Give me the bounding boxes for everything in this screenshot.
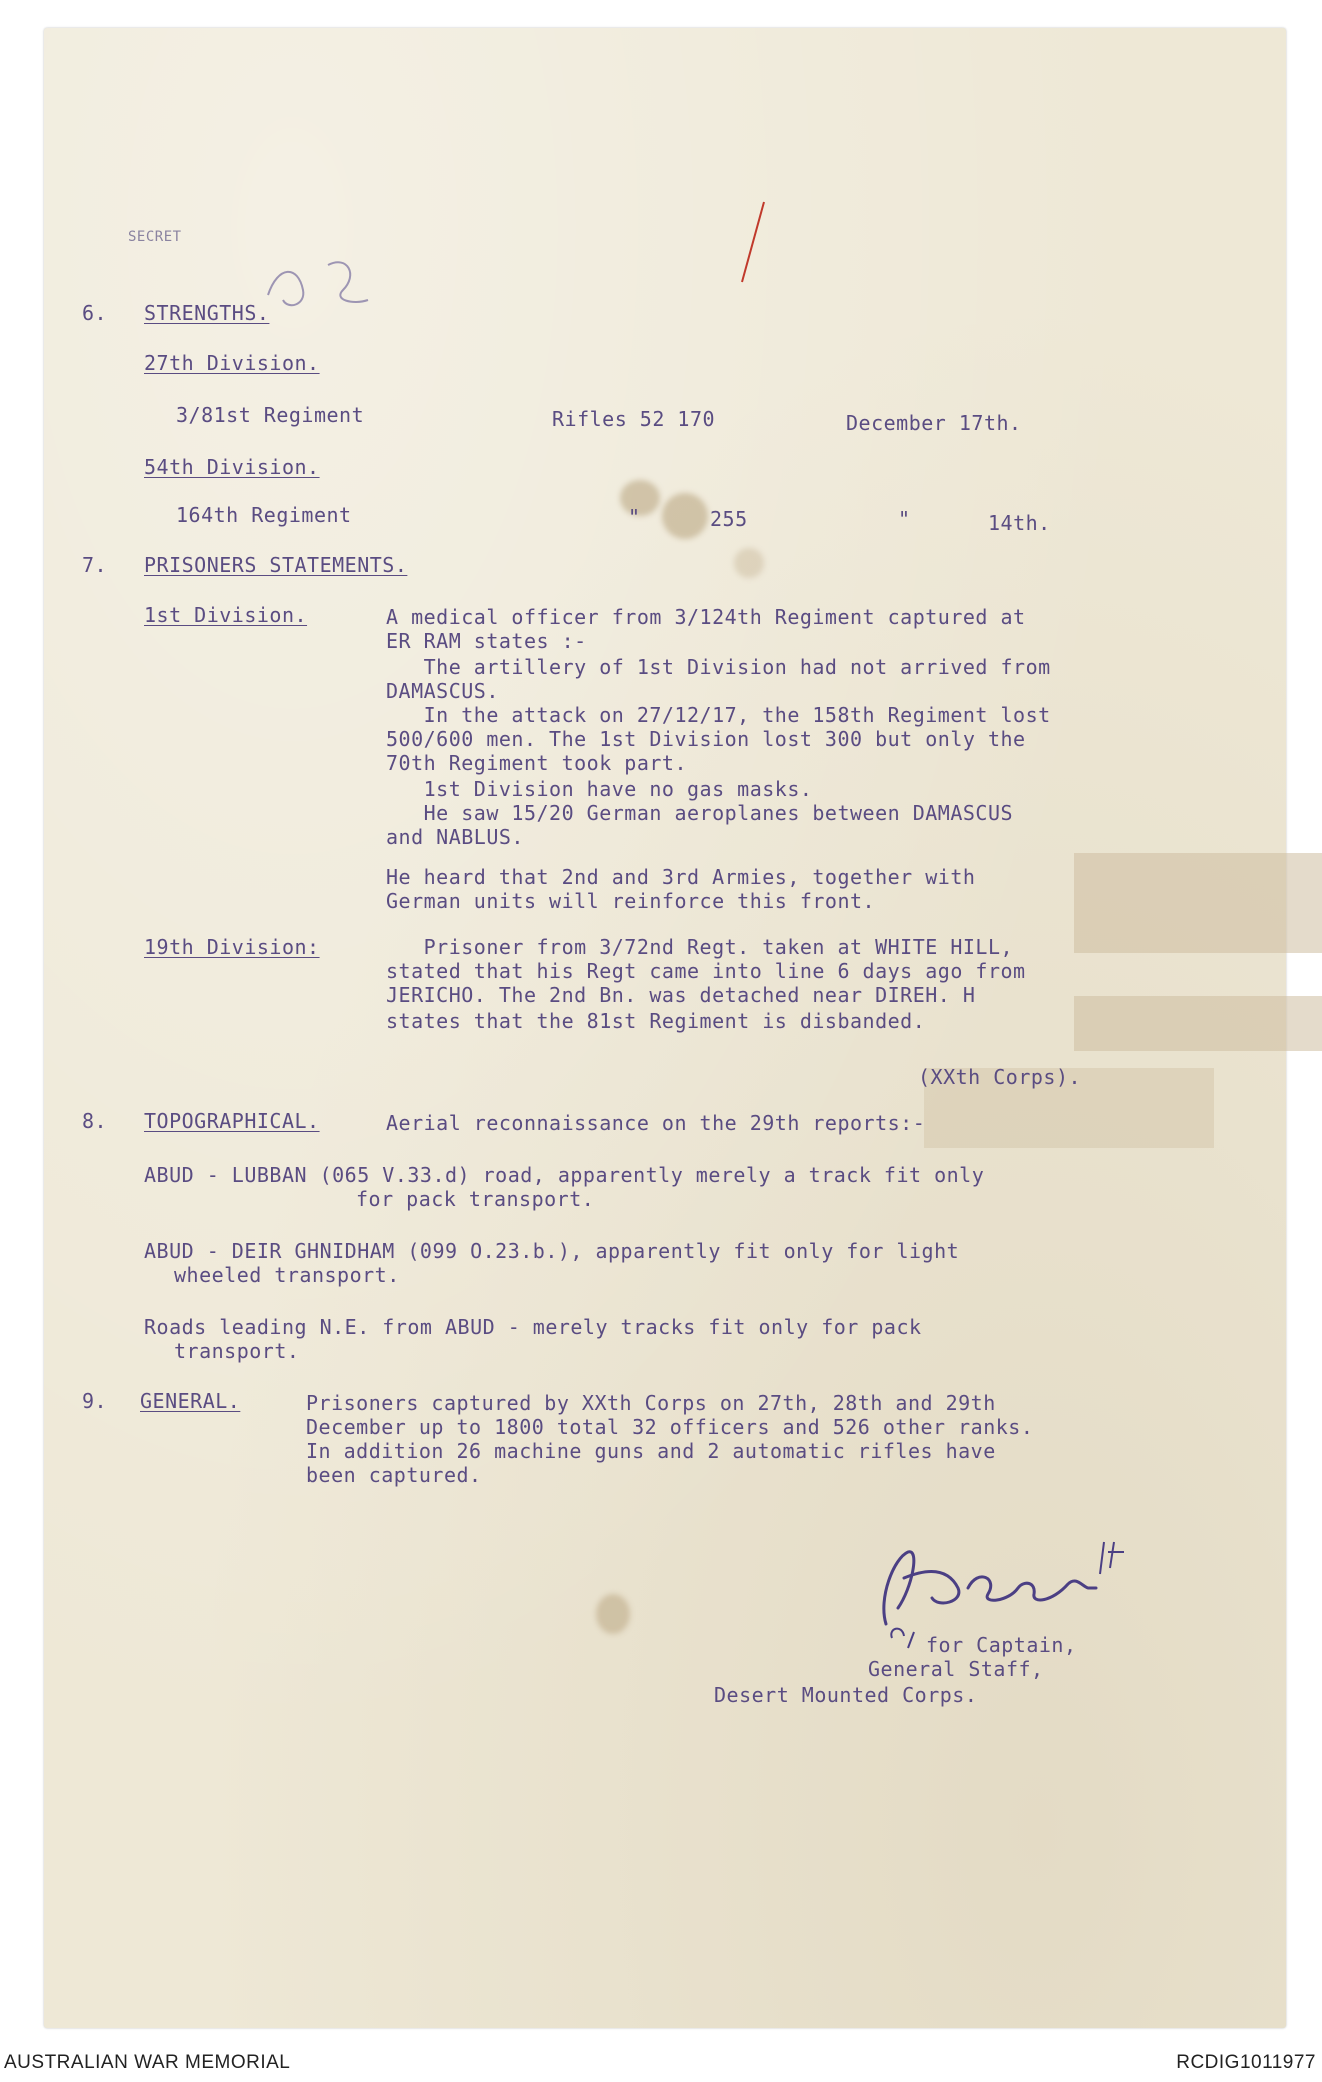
section-9-heading: GENERAL. bbox=[140, 1389, 241, 1413]
division-19-line: JERICHO. The 2nd Bn. was detached near DIREH. H bbox=[386, 983, 976, 1007]
general-line: Prisoners captured by XXth Corps on 27th, 28th and 29th bbox=[306, 1391, 996, 1415]
division-54-heading: 54th Division. bbox=[144, 455, 320, 479]
topographical-intro: Aerial reconnaissance on the 29th reports:- bbox=[386, 1111, 926, 1135]
topographical-item: ABUD - LUBBAN (065 V.33.d) road, apparently merely a track fit only bbox=[144, 1163, 985, 1187]
source-note: (XXth Corps). bbox=[918, 1065, 1082, 1089]
section-7-number: 7. bbox=[82, 553, 108, 577]
section-7-heading: PRISONERS STATEMENTS. bbox=[144, 553, 408, 577]
red-pencil-mark bbox=[734, 198, 774, 288]
division-1-line: A medical officer from 3/124th Regiment captured at bbox=[386, 605, 1026, 629]
signature-unit: Desert Mounted Corps. bbox=[714, 1683, 978, 1707]
general-line: December up to 1800 total 32 officers and 526 other ranks. bbox=[306, 1415, 1034, 1439]
topographical-item: Roads leading N.E. from ABUD - merely tracks fit only for pack bbox=[144, 1315, 922, 1339]
tape-strip bbox=[1074, 996, 1322, 1051]
topographical-item: for pack transport. bbox=[356, 1187, 595, 1211]
strength-row-1-arm: Rifles 52 170 bbox=[552, 407, 716, 431]
strength-row-1-unit: 3/81st Regiment bbox=[176, 403, 365, 427]
section-8-heading: TOPOGRAPHICAL. bbox=[144, 1109, 320, 1133]
division-1-line: 1st Division have no gas masks. bbox=[386, 777, 813, 801]
strength-row-2-ditto: " bbox=[628, 505, 641, 529]
division-19-line: states that the 81st Regiment is disbanded. bbox=[386, 1009, 926, 1033]
topographical-item: transport. bbox=[174, 1339, 300, 1363]
division-1-line: 500/600 men. The 1st Division lost 300 but only the bbox=[386, 727, 1026, 751]
topographical-item: wheeled transport. bbox=[174, 1263, 400, 1287]
signature-rank: for Captain, bbox=[926, 1633, 1077, 1657]
division-1-line: and NABLUS. bbox=[386, 825, 524, 849]
handwritten-annotation bbox=[258, 245, 408, 325]
section-6-heading: STRENGTHS. bbox=[144, 301, 270, 325]
division-1-line: He heard that 2nd and 3rd Armies, together with bbox=[386, 865, 976, 889]
strength-row-1-date: December 17th. bbox=[846, 411, 1022, 435]
tape-strip bbox=[1074, 853, 1322, 953]
division-1-line: ER RAM states :- bbox=[386, 629, 587, 653]
header-mark: SECRET bbox=[128, 229, 182, 245]
division-1-line: He saw 15/20 German aeroplanes between DAMASCUS bbox=[386, 801, 1014, 825]
topographical-item: ABUD - DEIR GHNIDHAM (099 O.23.b.), apparently fit only for light bbox=[144, 1239, 960, 1263]
section-8-number: 8. bbox=[82, 1109, 108, 1133]
division-1-line: 70th Regiment took part. bbox=[386, 751, 687, 775]
strength-row-2-date: 14th. bbox=[988, 511, 1051, 535]
division-1-line: DAMASCUS. bbox=[386, 679, 499, 703]
signature-staff: General Staff, bbox=[868, 1657, 1044, 1681]
strength-row-2-value: 255 bbox=[710, 507, 748, 531]
division-1-line: The artillery of 1st Division had not arrived from bbox=[386, 655, 1051, 679]
general-line: In addition 26 machine guns and 2 automatic rifles have bbox=[306, 1439, 996, 1463]
strength-row-2-ditto: " bbox=[898, 507, 911, 531]
stain bbox=[596, 1594, 630, 1634]
division-19-line: stated that his Regt came into line 6 days ago from bbox=[386, 959, 1026, 983]
division-1-label: 1st Division. bbox=[144, 603, 308, 627]
strength-row-2-unit: 164th Regiment bbox=[176, 503, 352, 527]
division-19-line: Prisoner from 3/72nd Regt. taken at WHITE HILL, bbox=[386, 935, 1014, 959]
division-1-line: In the attack on 27/12/17, the 158th Regiment lost bbox=[386, 703, 1051, 727]
stain bbox=[734, 548, 764, 578]
section-9-number: 9. bbox=[82, 1389, 108, 1413]
division-27-heading: 27th Division. bbox=[144, 351, 320, 375]
footer-left: AUSTRALIAN WAR MEMORIAL bbox=[4, 2052, 291, 2073]
stain bbox=[662, 493, 708, 539]
section-6-number: 6. bbox=[82, 301, 108, 325]
division-1-line: German units will reinforce this front. bbox=[386, 889, 876, 913]
division-19-label: 19th Division: bbox=[144, 935, 320, 959]
general-line: been captured. bbox=[306, 1463, 482, 1487]
footer-right: RCDIG1011977 bbox=[1176, 2052, 1316, 2073]
